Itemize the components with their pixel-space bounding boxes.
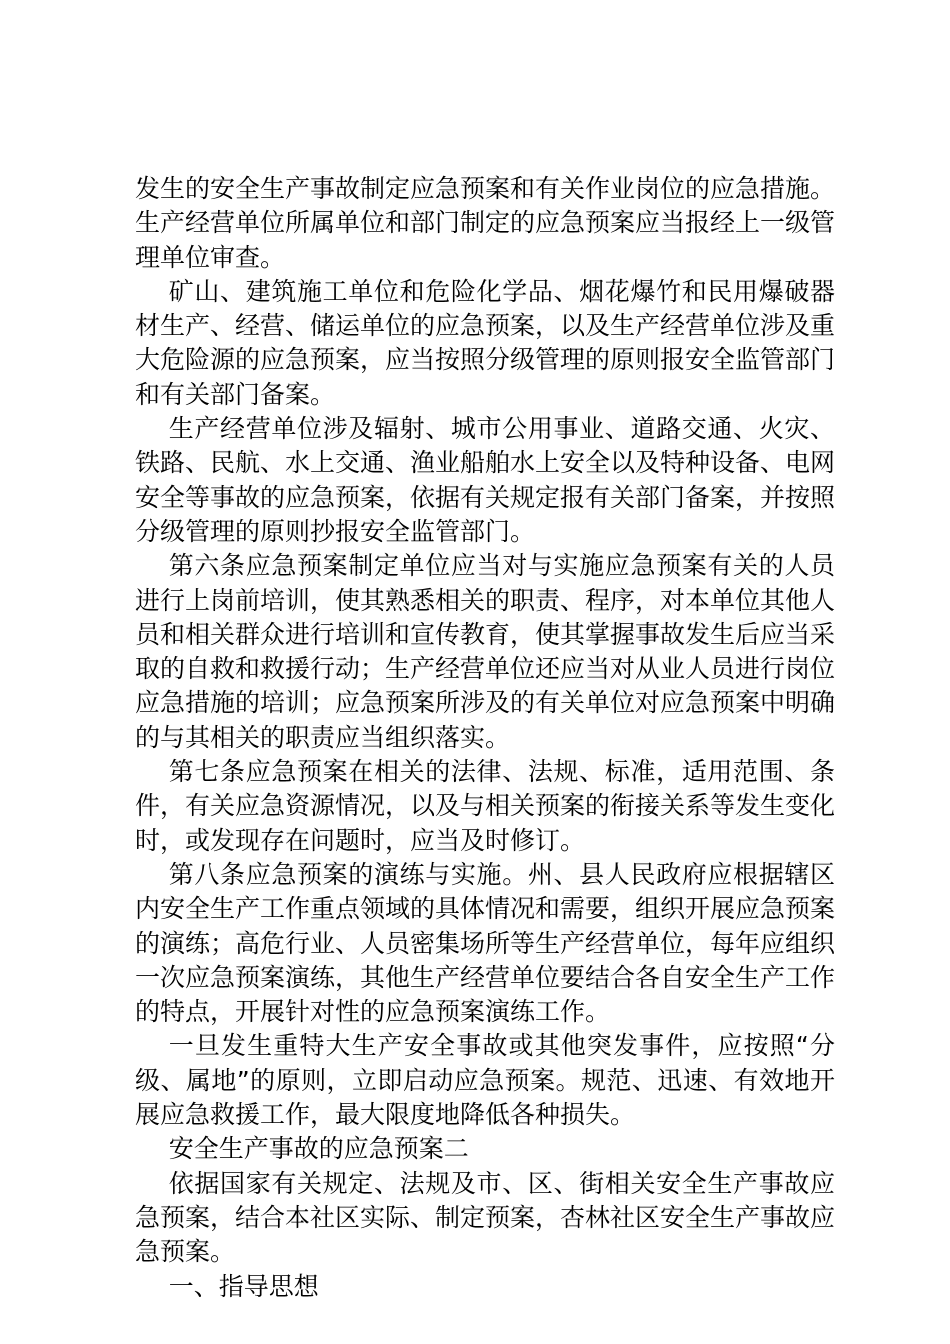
paragraph-4: 第六条应急预案制定单位应当对与实施应急预案有关的人员进行上岗前培训，使其熟悉相关的职责、程序，对本单位其他人员和相关群众进行培训和宣传教育，使其掌握事故发生后应当采取的自救和救援行动；生产经营单位还应当对从业人员进行岗位应急措施的培训；应急预案所涉及的有关单位对应急预案中明确的与其相关的职责应当组织落实。 (135, 551, 836, 752)
section-heading: 安全生产事故的应急预案二 (168, 1134, 469, 1164)
subsection-heading: 一、指导思想 (168, 1271, 319, 1301)
paragraph-1: 发生的安全生产事故制定应急预案和有关作业岗位的应急措施。生产经营单位所属单位和部门制定的应急预案应当报经上一级管理单位审查。 (135, 174, 836, 272)
paragraph-7: 一旦发生重特大生产安全事故或其他突发事件，应按照“分级、属地”的原则，立即启动应急预案。规范、迅速、有效地开展应急救援工作，最大限度地降低各种损失。 (135, 1031, 835, 1130)
document-page (135, 172, 835, 1304)
paragraph-2: 矿山、建筑施工单位和危险化学品、烟花爆竹和民用爆破器材生产、经营、储运单位的应急预案，以及生产经营单位涉及重大危险源的应急预案，应当按照分级管理的原则报安全监管部门和有关部门备案。 (135, 276, 836, 409)
paragraph-3: 生产经营单位涉及辐射、城市公用事业、道路交通、火灾、铁路、民航、水上交通、渔业船舶水上安全以及特种设备、电网安全等事故的应急预案，依据有关规定报有关部门备案，并按照分级管理的原则抄报安全监管部门。 (135, 414, 836, 546)
paragraph-6: 第八条应急预案的演练与实施。州、县人民政府应根据辖区内安全生产工作重点领域的具体情况和需要，组织开展应急预案的演练；高危行业、人员密集场所等生产经营单位，每年应组织一次应急预案演练，其他生产经营单位要结合各自安全生产工作的特点，开展针对性的应急预案演练工作。 (135, 859, 836, 1027)
paragraph-5: 第七条应急预案在相关的法律、法规、标准，适用范围、条件，有关应急资源情况，以及与相关预案的衔接关系等发生变化时，或发现存在问题时，应当及时修订。 (135, 757, 836, 855)
paragraph-8: 依据国家有关规定、法规及市、区、街相关安全生产事故应急预案，结合本社区实际、制定预案，杏林社区安全生产事故应急预案。 (135, 1168, 836, 1267)
